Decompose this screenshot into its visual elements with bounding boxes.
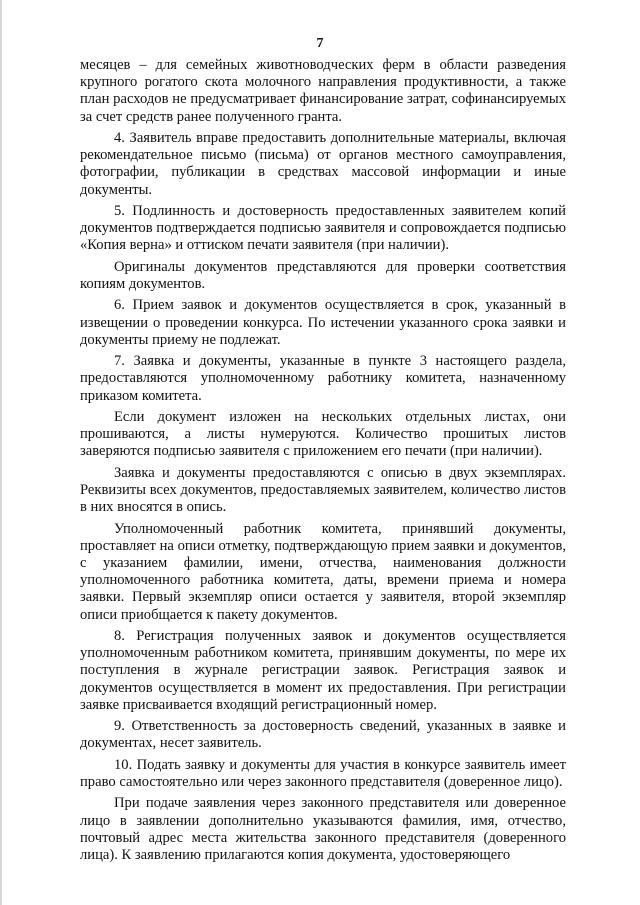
paragraph-authorized-worker: Уполномоченный работник комитета, принявший документы, проставляет на описи отметку, подтверждающую прием заявки и документов, с указанием фамилии, имени, отчества, наименования должности уполномоченного работника комитета, даты, времени приема и номера заявки. Первый экземпляр описи остается у заявителя, второй экземпляр описи приобщается к пакету документов. <box>80 520 566 623</box>
paragraph-inventory: Заявка и документы предоставляются с описью в двух экземплярах. Реквизиты всех документов, предоставляемых заявителем, количество листов в них вносятся в опись. <box>80 464 566 516</box>
page-number: 7 <box>316 36 324 51</box>
paragraph-item-4: 4. Заявитель вправе предоставить дополнительные материалы, включая рекомендательное письмо (письма) от органов местного самоуправления, фотографии, публикации в средствах массовой информации и иные документы. <box>80 130 566 198</box>
scan-left-edge <box>0 0 2 905</box>
document-body <box>80 57 566 868</box>
paragraph-item-5: 5. Подлинность и достоверность предоставленных заявителем копий документов подтверждается подписью заявителя и сопровождается подписью «Копия верна» и оттиском печати заявителя (при наличии). <box>80 203 566 254</box>
paragraph-originals: Оригиналы документов представляются для проверки соответствия копиям документов. <box>80 258 566 292</box>
paragraph-item-7: 7. Заявка и документы, указанные в пункте 3 настоящего раздела, предоставляются уполномоченному работнику комитета, назначенному приказом комитета. <box>80 353 566 404</box>
paragraph-continuation: месяцев – для семейных животноводческих ферм в области разведения крупного рогатого скота молочного направления продуктивности, а также план расходов не предусматривает финансирование затрат, софинансируемых за счет средств ранее полученного гранта. <box>80 57 566 125</box>
paragraph-item-6: 6. Прием заявок и документов осуществляется в срок, указанный в извещении о проведении конкурса. По истечении указанного срока заявки и документы приему не подлежат. <box>80 297 566 348</box>
paragraph-item-8: 8. Регистрация полученных заявок и документов осуществляется уполномоченным работником комитета, принявшим документы, по мере их поступления в журнале регистрации заявок. Регистрация заявок и документов осуществляется в момент их предоставления. При регистрации заявке присваивается входящий регистрационный номер. <box>80 627 566 713</box>
paragraph-representative: При подаче заявления через законного представителя или доверенное лицо в заявлении дополнительно указываются фамилия, имя, отчество, почтовый адрес места жительства законного представителя (доверенного лица). К заявлению прилагаются копия документа, удостоверяющего <box>80 795 566 863</box>
paragraph-multiple-sheets: Если документ изложен на нескольких отдельных листах, они прошиваются, а листы нумеруются. Количество прошитых листов заверяются подписью заявителя с приложением его печати (при наличии). <box>80 408 566 460</box>
paragraph-item-10: 10. Подать заявку и документы для участия в конкурсе заявитель имеет право самостоятельно или через законного представителя (доверенное лицо). <box>80 756 566 790</box>
paragraph-item-9: 9. Ответственность за достоверность сведений, указанных в заявке и документах, несет заявитель. <box>80 718 566 752</box>
